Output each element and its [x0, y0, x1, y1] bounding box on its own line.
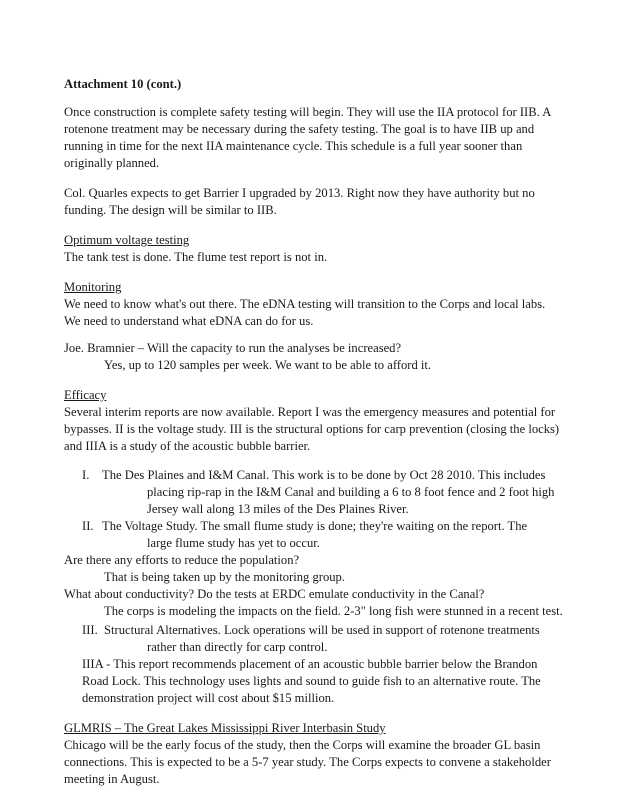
section-monitoring [64, 279, 564, 330]
answer-conductivity: The corps is modeling the impacts on the field. 2-3" long fish were stunned in a recent test. [104, 604, 563, 618]
document-page [64, 76, 564, 788]
answer-population: That is being taken up by the monitoring group. [104, 570, 345, 584]
question-conductivity: What about conductivity? Do the tests at ERDC emulate conductivity in the Canal? [64, 587, 485, 601]
efficacy-item-1 [64, 467, 564, 484]
efficacy-heading: Efficacy [64, 388, 107, 402]
iiia-paragraph: IIIA - This report recommends placement of an acoustic bubble barrier below the Brandon Road Lock. This technology uses lights and sound to guide fish to an alternative route. The demonstration project will cost about $15 million. [82, 657, 541, 705]
item-2-text: The Voltage Study. The small flume study is done; they're waiting on the report. The [102, 519, 528, 533]
monitoring-heading: Monitoring [64, 280, 122, 294]
item-3-continuation: rather than directly for carp control. [147, 640, 328, 654]
item-1-continuation: placing rip-rap in the I&M Canal and building a 6 to 8 foot fence and 2 foot high Jersey wall along 13 miles of the Des Plaines River. [147, 485, 555, 516]
glmris-heading: GLMRIS – The Great Lakes Mississippi River Interbasin Study [64, 721, 386, 735]
efficacy-item-3 [64, 622, 564, 639]
question-population: Are there any efforts to reduce the population? [64, 553, 300, 567]
monitoring-question: Joe. Bramnier – Will the capacity to run the analyses be increased? [64, 341, 402, 355]
monitoring-answer: Yes, up to 120 samples per week. We want to be able to afford it. [104, 358, 432, 372]
item-1-text: The Des Plaines and I&M Canal. This work is to be done by Oct 28 2010. This includes [102, 468, 546, 482]
optimum-text: The tank test is done. The flume test report is not in. [64, 250, 328, 264]
item-3-text: Structural Alternatives. Lock operations will be used in support of rotenone treatments [104, 623, 540, 637]
efficacy-text: Several interim reports are now available. Report I was the emergency measures and potential for bypasses. II is the voltage study. III is the structural options for carp prevention (closing the locks) and IIIA is a study of the acoustic bubble barrier. [64, 405, 560, 453]
monitoring-text: We need to know what's out there. The eDNA testing will transition to the Corps and local labs. We need to understand what eDNA can do for us. [64, 297, 546, 328]
optimum-heading: Optimum voltage testing [64, 233, 190, 247]
monitoring-qa [64, 340, 564, 374]
item-3-number: III. [82, 623, 98, 637]
item-2-continuation: large flume study has yet to occur. [147, 536, 320, 550]
item-1-number: I. [82, 468, 90, 482]
section-optimum [64, 232, 564, 266]
intro-paragraph-1: Once construction is complete safety testing will begin. They will use the IIA protocol for IIB. A rotenone treatment may be necessary during the safety testing. The goal is to have IIB up and running in time for the next IIA maintenance cycle. This schedule is a full year sooner than originally planned. [64, 105, 551, 170]
item-2-number: II. [82, 519, 94, 533]
section-glmris [64, 720, 564, 788]
glmris-text: Chicago will be the early focus of the study, then the Corps will examine the broader GL basin connections. This is expected to be a 5-7 year study. The Corps expects to convene a stakeholder meeting in August. [64, 738, 551, 786]
section-efficacy [64, 387, 564, 707]
page-title: Attachment 10 (cont.) [64, 77, 182, 91]
efficacy-item-2 [64, 518, 564, 535]
intro-paragraph-2: Col. Quarles expects to get Barrier I upgraded by 2013. Right now they have authority but no funding. The design will be similar to IIB. [64, 186, 535, 217]
